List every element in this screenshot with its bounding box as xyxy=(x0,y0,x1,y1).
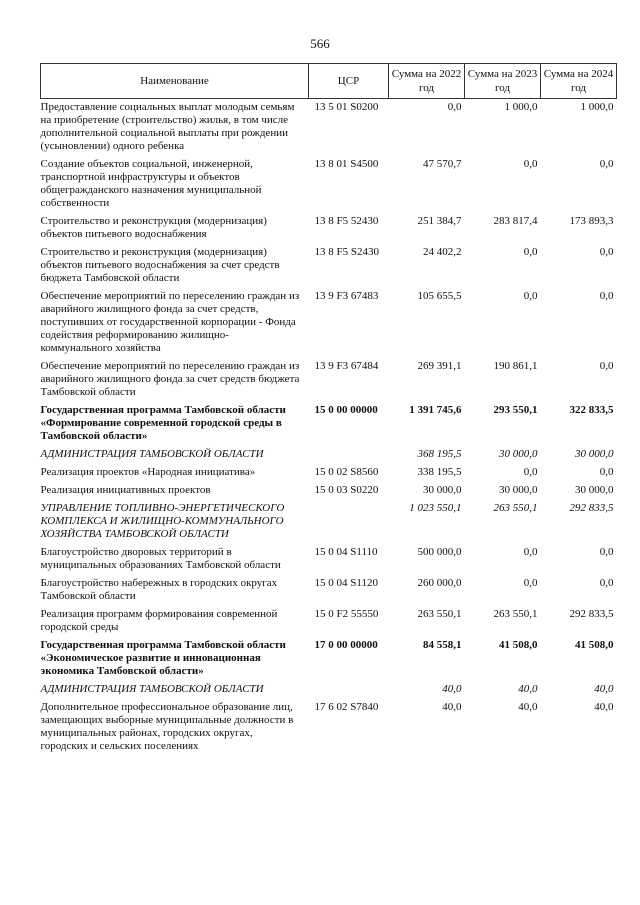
row-sum-2023: 263 550,1 xyxy=(493,502,538,514)
table-body xyxy=(41,99,617,757)
row-sum-2022: 0,0 xyxy=(447,101,462,113)
row-sum-2023: 293 550,1 xyxy=(493,404,538,416)
table-row xyxy=(41,288,617,358)
row-name: АДМИНИСТРАЦИЯ ТАМБОВСКОЙ ОБЛАСТИ xyxy=(40,448,264,460)
row-sum-2023: 1 000,0 xyxy=(504,101,538,113)
table-row xyxy=(41,482,617,500)
table-row xyxy=(41,99,617,157)
table-row xyxy=(41,500,617,544)
row-sum-2023: 0,0 xyxy=(523,290,538,302)
row-code: 13 9 F3 67483 xyxy=(314,290,379,302)
row-sum-2024: 30 000,0 xyxy=(575,448,614,460)
row-name: УПРАВЛЕНИЕ ТОПЛИВНО-ЭНЕРГЕТИЧЕСКОГО КОМПЛЕКСА И ЖИЛИЩНО-КОММУНАЛЬНОГО ХОЗЯЙСТВА ТАМБОВСКОЙ ОБЛАСТИ xyxy=(40,502,285,540)
table-row xyxy=(41,575,617,606)
row-code: 15 0 02 S8560 xyxy=(314,466,379,478)
table-row xyxy=(41,637,617,681)
row-sum-2023: 40,0 xyxy=(518,683,538,695)
header-code: ЦСР xyxy=(309,64,389,99)
row-sum-2024: 1 000,0 xyxy=(580,101,614,113)
row-sum-2023: 190 861,1 xyxy=(493,360,538,372)
row-code: 13 8 F5 S2430 xyxy=(314,246,379,258)
page-number: 566 xyxy=(310,36,330,51)
row-code: 13 5 01 S0200 xyxy=(314,101,379,113)
row-sum-2024: 0,0 xyxy=(599,546,614,558)
table-row xyxy=(41,699,617,756)
row-code: 15 0 04 S1120 xyxy=(314,577,378,589)
header-sum-2024: Сумма на 2024 год xyxy=(541,64,617,99)
row-sum-2024: 322 833,5 xyxy=(569,404,614,416)
row-sum-2022: 30 000,0 xyxy=(423,484,462,496)
row-sum-2024: 173 893,3 xyxy=(569,215,614,227)
row-sum-2022: 251 384,7 xyxy=(417,215,462,227)
row-name: Благоустройство набережных в городских округах Тамбовской области xyxy=(40,577,278,602)
row-sum-2022: 500 000,0 xyxy=(417,546,462,558)
row-name: АДМИНИСТРАЦИЯ ТАМБОВСКОЙ ОБЛАСТИ xyxy=(40,683,264,695)
row-sum-2024: 292 833,5 xyxy=(569,502,614,514)
row-sum-2023: 283 817,4 xyxy=(493,215,538,227)
row-name: Строительство и реконструкция (модернизация) объектов питьевого водоснабжения xyxy=(40,215,267,240)
row-sum-2022: 263 550,1 xyxy=(417,608,462,620)
row-sum-2023: 40,0 xyxy=(518,701,538,713)
row-sum-2023: 0,0 xyxy=(523,246,538,258)
row-code: 13 9 F3 67484 xyxy=(314,360,379,372)
row-sum-2022: 40,0 xyxy=(442,683,462,695)
row-code: 13 8 01 S4500 xyxy=(314,158,379,170)
row-sum-2024: 30 000,0 xyxy=(575,484,614,496)
row-sum-2022: 1 023 550,1 xyxy=(409,502,462,514)
row-sum-2023: 30 000,0 xyxy=(499,448,538,460)
row-sum-2024: 40,0 xyxy=(594,701,614,713)
row-sum-2022: 105 655,5 xyxy=(417,290,462,302)
row-name: Реализация программ формирования современной городской среды xyxy=(40,608,278,633)
row-sum-2022: 269 391,1 xyxy=(417,360,462,372)
row-sum-2023: 263 550,1 xyxy=(493,608,538,620)
header-sum-2022: Сумма на 2022 год xyxy=(389,64,465,99)
row-name: Благоустройство дворовых территорий в муниципальных образованиях Тамбовской области xyxy=(40,546,281,571)
row-sum-2022: 368 195,5 xyxy=(417,448,462,460)
row-name: Обеспечение мероприятий по переселению граждан из аварийного жилищного фонда за счет средств бюджета Тамбовской области xyxy=(40,360,300,398)
row-name: Реализация инициативных проектов xyxy=(40,484,211,496)
row-name: Строительство и реконструкция (модернизация) объектов питьевого водоснабжения за счет средств бюджета Тамбовской области xyxy=(40,246,280,284)
row-sum-2022: 260 000,0 xyxy=(417,577,462,589)
row-name: Создание объектов социальной, инженерной, транспортной инфраструктуры и объектов общегражданского назначения муниципальной собственности xyxy=(40,158,262,209)
table-row xyxy=(41,156,617,213)
row-code: 15 0 03 S0220 xyxy=(314,484,379,496)
row-sum-2023: 0,0 xyxy=(523,577,538,589)
table-header-row xyxy=(41,64,617,99)
row-name: Предоставление социальных выплат молодым семьям на приобретение (строительство) жилья, в том числе дополнительной социальной выплаты при рождении (усыновлении) одного ребенка xyxy=(40,101,295,152)
row-code: 15 0 04 S1110 xyxy=(314,546,378,558)
table-row xyxy=(41,464,617,482)
budget-table xyxy=(40,63,617,756)
header-name: Наименование xyxy=(41,64,309,99)
row-sum-2024: 0,0 xyxy=(599,466,614,478)
header-sum-2023: Сумма на 2023 год xyxy=(465,64,541,99)
table-row xyxy=(41,606,617,637)
row-sum-2023: 0,0 xyxy=(523,466,538,478)
row-code: 15 0 F2 55550 xyxy=(314,608,379,620)
row-code: 13 8 F5 52430 xyxy=(314,215,379,227)
table-row xyxy=(41,213,617,244)
row-name: Реализация проектов «Народная инициатива» xyxy=(40,466,256,478)
table-row xyxy=(41,244,617,288)
row-sum-2022: 40,0 xyxy=(442,701,462,713)
row-sum-2022: 24 402,2 xyxy=(423,246,462,258)
row-sum-2022: 84 558,1 xyxy=(423,639,462,651)
row-sum-2022: 47 570,7 xyxy=(423,158,462,170)
table-row xyxy=(41,446,617,464)
row-sum-2023: 41 508,0 xyxy=(499,639,538,651)
row-sum-2022: 338 195,5 xyxy=(417,466,462,478)
row-sum-2023: 0,0 xyxy=(523,546,538,558)
row-code: 17 0 00 00000 xyxy=(314,639,378,651)
row-sum-2023: 30 000,0 xyxy=(499,484,538,496)
row-sum-2024: 40,0 xyxy=(594,683,614,695)
row-code: 17 6 02 S7840 xyxy=(314,701,379,713)
row-code: 15 0 00 00000 xyxy=(314,404,378,416)
row-sum-2024: 292 833,5 xyxy=(569,608,614,620)
table-row xyxy=(41,681,617,699)
row-sum-2024: 0,0 xyxy=(599,360,614,372)
row-name: Обеспечение мероприятий по переселению граждан из аварийного жилищного фонда за счет средств, поступивших от государственной корпорации - Фонда содействия реформированию жилищно-коммунального хозяйства xyxy=(40,290,300,354)
row-name: Государственная программа Тамбовской области «Экономическое развитие и инновационная экономика Тамбовской области» xyxy=(40,639,286,677)
row-sum-2024: 41 508,0 xyxy=(575,639,614,651)
row-code xyxy=(309,500,389,544)
table-row xyxy=(41,358,617,402)
row-name: Дополнительное профессиональное образование лиц, замещающих выборные муниципальные должности в муниципальных районах, городских округах, городских и сельских поселениях xyxy=(40,701,294,752)
table-row xyxy=(41,402,617,446)
row-code xyxy=(309,446,389,464)
row-sum-2023: 0,0 xyxy=(523,158,538,170)
row-sum-2024: 0,0 xyxy=(599,577,614,589)
table-row xyxy=(41,544,617,575)
row-sum-2024: 0,0 xyxy=(599,246,614,258)
row-name: Государственная программа Тамбовской области «Формирование современной городской среды в Тамбовской области» xyxy=(40,404,286,442)
row-code xyxy=(309,681,389,699)
row-sum-2024: 0,0 xyxy=(599,290,614,302)
row-sum-2022: 1 391 745,6 xyxy=(409,404,462,416)
row-sum-2024: 0,0 xyxy=(599,158,614,170)
